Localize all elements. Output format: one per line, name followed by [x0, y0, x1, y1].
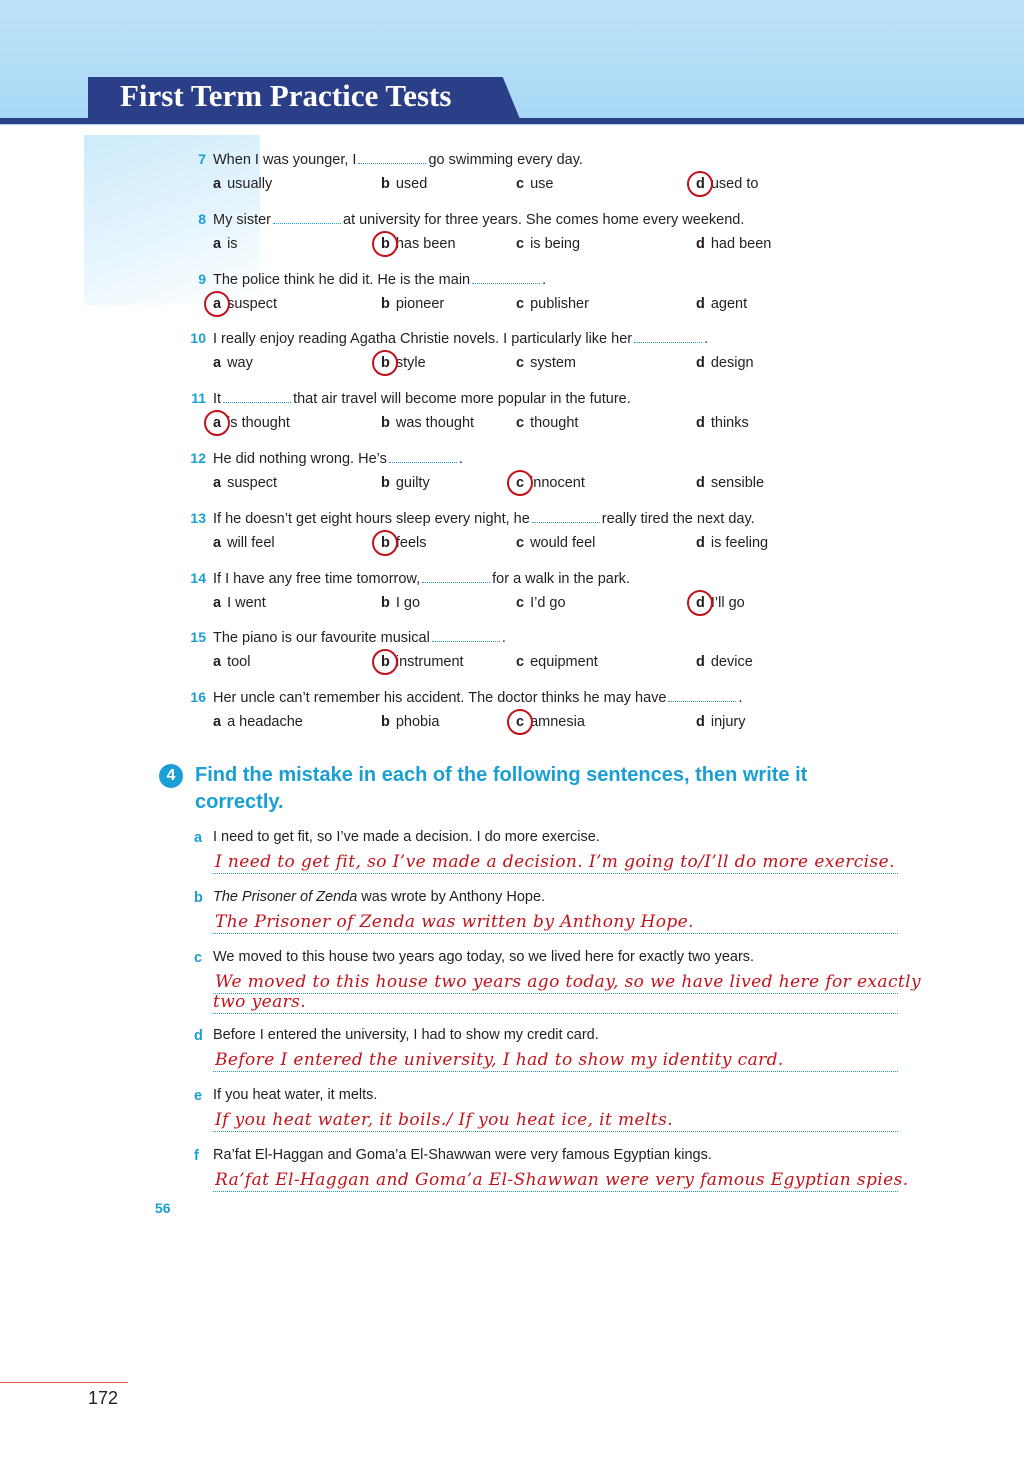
question-text: [213, 329, 708, 347]
page-number: 172: [88, 1388, 119, 1408]
handwritten-answer: I need to get fit, so I’ve made a decision. I’m going to/I’ll do more exercise.: [215, 852, 895, 872]
question-text: [213, 210, 744, 228]
option-letter: a: [213, 235, 222, 252]
option-c[interactable]: [516, 654, 598, 670]
question-text: [213, 569, 630, 587]
item-sentence: [213, 829, 600, 845]
answer-writing-line[interactable]: [213, 993, 898, 994]
option-a[interactable]: [213, 475, 277, 491]
question-number: 8: [198, 210, 206, 227]
option-text: suspect: [227, 475, 278, 491]
question-text-before: When I was younger, I: [213, 152, 357, 168]
option-letter: d: [696, 295, 705, 312]
answer-writing-line[interactable]: [213, 873, 898, 874]
option-a[interactable]: [213, 535, 275, 551]
option-text: was thought: [395, 415, 475, 432]
answer-blank: [223, 389, 291, 403]
option-b[interactable]: [381, 176, 427, 192]
question-text-before: It: [213, 391, 222, 408]
option-text: is: [227, 235, 238, 252]
option-letter: a: [213, 355, 222, 372]
question-text-before: If I have any free time tomorrow,: [213, 570, 421, 587]
question-text-after: really tired the next day.: [601, 510, 755, 527]
answer-blank: [532, 509, 600, 523]
option-letter: d: [696, 475, 705, 491]
handwritten-answer: two years.: [213, 992, 307, 1012]
answer-blank: [668, 688, 736, 702]
option-text: I’d go: [530, 594, 566, 611]
question-number: 14: [190, 569, 206, 586]
option-letter: b: [381, 475, 390, 491]
option-b[interactable]: [381, 714, 439, 730]
option-letter: c: [516, 235, 525, 252]
answer-blank: [472, 270, 540, 284]
answer-writing-line[interactable]: [213, 1191, 898, 1192]
question-number: 12: [190, 450, 206, 466]
option-text: design: [710, 355, 754, 372]
question-text-after: .: [542, 271, 547, 288]
option-letter: a: [213, 475, 222, 491]
item-letter: b: [194, 890, 203, 906]
answer-circle-mark: [507, 470, 533, 496]
option-text: feels: [395, 534, 427, 551]
answer-blank: [432, 628, 500, 642]
option-text: tool: [227, 654, 251, 671]
item-letter: d: [194, 1028, 203, 1044]
option-d[interactable]: [696, 236, 771, 252]
handwritten-answer: The Prisoner of Zenda was written by Anthony Hope.: [215, 912, 694, 932]
option-text: agent: [710, 295, 748, 312]
option-text: will feel: [227, 534, 275, 551]
option-a[interactable]: [213, 654, 250, 670]
option-letter: a: [213, 415, 222, 432]
option-a[interactable]: [213, 236, 238, 252]
option-d[interactable]: [696, 415, 749, 431]
option-a[interactable]: [213, 355, 253, 371]
option-d[interactable]: [696, 355, 754, 371]
option-letter: c: [516, 654, 525, 671]
option-letter: d: [696, 534, 705, 551]
option-c[interactable]: [516, 236, 580, 252]
answer-blank: [422, 569, 490, 583]
question-text: [213, 509, 755, 527]
question-text-before: My sister: [213, 211, 271, 228]
question-number: 11: [191, 390, 206, 407]
option-letter: c: [516, 475, 525, 491]
option-letter: b: [381, 415, 390, 432]
option-text: style: [395, 355, 426, 372]
answer-writing-line[interactable]: [213, 1131, 898, 1132]
option-c[interactable]: [516, 535, 595, 551]
item-sentence-text: Before I entered the university, I had to show my credit card.: [213, 1027, 599, 1043]
question-text-after: go swimming every day.: [428, 152, 583, 168]
answer-writing-line[interactable]: [213, 1071, 898, 1072]
option-c[interactable]: [516, 415, 578, 431]
option-text: equipment: [530, 654, 598, 671]
question-number: 15: [190, 629, 206, 646]
option-letter: d: [696, 235, 705, 252]
option-c[interactable]: [516, 296, 589, 312]
option-c[interactable]: [516, 355, 576, 371]
question-number: 16: [190, 689, 206, 706]
option-d[interactable]: [696, 714, 746, 730]
option-letter: a: [213, 295, 222, 312]
option-b[interactable]: [381, 595, 420, 611]
option-text: had been: [710, 235, 772, 252]
question-text-after: that air travel will become more popular in the future.: [293, 391, 631, 408]
option-letter: d: [696, 594, 705, 611]
option-letter: c: [516, 415, 525, 432]
question-number: 10: [190, 330, 206, 347]
option-letter: c: [516, 176, 525, 192]
question-text-after: .: [501, 630, 506, 647]
option-d[interactable]: [696, 654, 753, 670]
question-text: [213, 688, 743, 706]
option-letter: c: [516, 355, 525, 372]
section-title: Find the mistake in each of the following sentences, then write it correctly.: [195, 764, 808, 813]
option-text: is being: [530, 235, 581, 252]
option-c[interactable]: [516, 176, 553, 192]
question-text-after: .: [458, 451, 463, 467]
option-text: thinks: [710, 415, 749, 432]
option-text: has been: [395, 235, 456, 252]
option-b[interactable]: [381, 415, 474, 431]
answer-writing-line[interactable]: [213, 1013, 898, 1014]
option-text: phobia: [395, 714, 440, 731]
item-letter: c: [194, 950, 203, 966]
question-text: [213, 150, 583, 168]
answer-circle-mark: [204, 410, 230, 436]
answer-blank: [273, 210, 341, 224]
option-letter: b: [381, 176, 390, 192]
item-sentence-text: We moved to this house two years ago today, so we lived here for exactly two years.: [213, 949, 755, 965]
option-text: I’ll go: [710, 594, 745, 611]
option-text: use: [530, 176, 554, 192]
item-sentence-title: The Prisoner of Zenda: [213, 889, 358, 905]
header-rule: [0, 118, 1024, 124]
option-text: used: [395, 176, 428, 192]
option-text: I go: [395, 594, 421, 611]
item-sentence: [213, 1027, 599, 1043]
answer-blank: [634, 329, 702, 343]
item-letter: f: [194, 1148, 199, 1164]
section-number-badge: 4: [159, 764, 183, 788]
question-text-before: The piano is our favourite musical: [213, 630, 430, 647]
option-letter: c: [516, 714, 525, 731]
answer-circle-mark: [372, 350, 398, 376]
question-text-before: If he doesn’t get eight hours sleep every night, he: [213, 510, 530, 527]
option-text: usually: [227, 176, 273, 192]
handwritten-answer: Ra’fat El-Haggan and Goma’a El-Shawwan were very famous Egyptian spies.: [215, 1170, 909, 1190]
option-text: sensible: [710, 475, 765, 491]
option-text: system: [530, 355, 576, 372]
option-b[interactable]: [381, 296, 444, 312]
answer-circle-mark: [372, 231, 398, 257]
option-letter: d: [696, 714, 705, 731]
item-letter: e: [194, 1088, 203, 1104]
option-letter: b: [381, 714, 390, 731]
option-text: used to: [710, 176, 759, 192]
option-text: suspect: [227, 295, 278, 312]
option-letter: b: [381, 235, 390, 252]
option-c[interactable]: [516, 595, 566, 611]
item-sentence-text: was wrote by Anthony Hope.: [357, 889, 546, 905]
item-letter: a: [194, 830, 203, 846]
option-letter: b: [381, 355, 390, 372]
option-text: device: [710, 654, 753, 671]
option-text: is thought: [227, 415, 290, 432]
question-text: [213, 270, 546, 288]
question-text-before: I really enjoy reading Agatha Christie novels. I particularly like her: [213, 331, 633, 348]
item-sentence-text: I need to get fit, so I’ve made a decision. I do more exercise.: [213, 829, 600, 845]
option-letter: d: [696, 415, 705, 432]
question-text-after: at university for three years. She comes home every weekend.: [343, 211, 745, 228]
handwritten-answer: Before I entered the university, I had to show my identity card.: [215, 1050, 784, 1070]
option-a[interactable]: [213, 714, 303, 730]
question-text-after: for a walk in the park.: [492, 570, 630, 587]
option-text: thought: [530, 415, 579, 432]
item-sentence: [213, 1087, 377, 1103]
answer-circle-mark: [507, 709, 533, 735]
option-letter: c: [516, 594, 525, 611]
option-letter: a: [213, 654, 222, 671]
option-text: amnesia: [530, 714, 585, 731]
option-text: way: [227, 355, 253, 372]
inner-page-number: 56: [155, 1200, 171, 1216]
answer-circle-mark: [687, 590, 713, 616]
option-d[interactable]: [696, 296, 747, 312]
footer-rule: [0, 1382, 128, 1383]
item-sentence-text: If you heat water, it melts.: [213, 1087, 378, 1103]
page-title: First Term Practice Tests: [120, 78, 452, 113]
option-letter: a: [213, 714, 222, 731]
question-number: 7: [198, 151, 206, 167]
option-letter: a: [213, 534, 222, 551]
answer-circle-mark: [372, 649, 398, 675]
answer-circle-mark: [204, 291, 230, 317]
question-number: 13: [190, 509, 206, 526]
item-sentence: [213, 889, 545, 905]
option-letter: c: [516, 534, 525, 551]
option-text: would feel: [530, 534, 596, 551]
question-text: [213, 628, 506, 646]
question-text-before: The police think he did it. He is the main: [213, 271, 471, 288]
option-a[interactable]: [213, 176, 272, 192]
option-letter: a: [213, 594, 222, 611]
option-b[interactable]: [381, 475, 430, 491]
option-d[interactable]: [696, 475, 764, 491]
question-text: [213, 389, 631, 407]
option-letter: b: [381, 534, 390, 551]
option-letter: c: [516, 295, 525, 312]
option-letter: b: [381, 594, 390, 611]
item-sentence: [213, 949, 754, 965]
option-text: instrument: [395, 654, 464, 671]
option-text: I went: [227, 594, 266, 611]
question-text-after: .: [738, 690, 743, 707]
option-letter: d: [696, 355, 705, 372]
option-text: publisher: [530, 295, 589, 312]
handwritten-answer: If you heat water, it boils./ If you heat ice, it melts.: [215, 1110, 674, 1130]
option-a[interactable]: [213, 595, 266, 611]
option-letter: d: [696, 176, 705, 192]
option-letter: d: [696, 654, 705, 671]
option-d[interactable]: [696, 535, 768, 551]
item-sentence: [213, 1147, 712, 1163]
item-sentence-text: Ra’fat El-Haggan and Goma’a El-Shawwan were very famous Egyptian kings.: [213, 1147, 712, 1163]
question-number: 9: [198, 270, 206, 287]
question-text-after: .: [704, 331, 709, 348]
option-letter: b: [381, 295, 390, 312]
option-letter: b: [381, 654, 390, 671]
option-text: a headache: [227, 714, 303, 731]
question-text: [213, 449, 463, 467]
answer-circle-mark: [687, 171, 713, 197]
option-text: innocent: [530, 475, 585, 491]
option-text: guilty: [395, 475, 430, 491]
answer-blank: [389, 449, 457, 463]
option-text: is feeling: [710, 534, 769, 551]
answer-writing-line[interactable]: [213, 933, 898, 934]
question-text-before: Her uncle can’t remember his accident. The doctor thinks he may have: [213, 690, 667, 707]
answer-circle-mark: [372, 530, 398, 556]
option-text: pioneer: [395, 295, 445, 312]
option-text: injury: [710, 714, 746, 731]
option-letter: a: [213, 176, 222, 192]
question-text-before: He did nothing wrong. He’s: [213, 451, 387, 467]
handwritten-answer: We moved to this house two years ago today, so we have lived here for exactly: [215, 972, 921, 992]
answer-blank: [358, 150, 426, 164]
